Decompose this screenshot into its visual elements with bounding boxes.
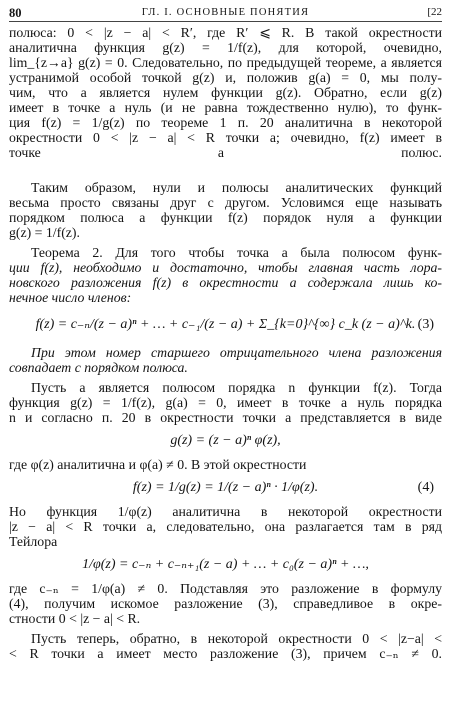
- theorem-line: новского разложения f(z) в окрестности a содержала лишь ко-: [9, 275, 442, 290]
- text-line: Тейлора: [9, 534, 58, 549]
- text-line: чим, что a является нулем функции g(z). Обратно, если g(z): [9, 85, 442, 100]
- text-line: устранимой особой точкой g(z) и, положив g(a) = 0, мы полу-: [9, 70, 442, 85]
- text-line: функция g(z) = 1/f(z), g(a) = 0, имеет в точке a нуль порядка: [9, 395, 442, 410]
- text-line: n и согласно п. 20 в окрестности точки a представляется в виде: [9, 410, 442, 425]
- text-line: весьма просто связаны друг с другом. Условимся еще называть: [9, 195, 442, 210]
- page-number: 80: [9, 6, 22, 20]
- text-line: ция f(z) = 1/g(z) по теореме 1 п. 20 аналитична в некоторой: [9, 115, 442, 130]
- text-line: < R точки a имеет место разложение (3), причем c₋ₙ ≠ 0.: [9, 646, 442, 661]
- theorem-line: ции f(z), необходимо и достаточно, чтобы главная часть лора-: [9, 260, 442, 275]
- formula-3-number: (3): [417, 317, 434, 332]
- formula-4-body: f(z) = 1/g(z) = 1/(z − a)ⁿ · 1/φ(z).: [132, 480, 319, 495]
- text-line: Но функция 1/φ(z) аналитична в некоторой окрестности: [9, 504, 442, 519]
- formula-4-number: (4): [417, 480, 434, 495]
- text-line: |z − a| < R точки a, следовательно, она разлагается там в ряд: [9, 519, 442, 534]
- text-line: lim_{z→a} g(z) = 0. Следовательно, по предыдущей теореме, a является: [9, 55, 442, 70]
- text-line: полюса: 0 < |z − a| < R′, где R′ ⩽ R. В такой окрестности: [9, 25, 442, 40]
- text-line: Пусть теперь, обратно, в некоторой окрестности 0 < |z−a| <: [31, 631, 442, 646]
- text-line: окрестности 0 < |z − a| < R точки a; очевидно, f(z) имеет в: [9, 130, 442, 145]
- text-line: совпадает с порядком полюса.: [9, 360, 188, 375]
- text-line: порядком полюса a функции f(z) порядок нуля a функции: [9, 210, 442, 225]
- text-line: (4), получим искомое разложение (3), справедливое в окре-: [9, 596, 442, 611]
- theorem-line: Теорема 2. Для того чтобы точка a была полюсом функ-: [31, 245, 442, 260]
- theorem-line: нечное число членов:: [9, 290, 132, 305]
- text-line: точке a полюс.: [9, 145, 442, 160]
- formula-g: g(z) = (z − a)ⁿ φ(z),: [170, 433, 281, 448]
- formula-3: [9, 314, 442, 336]
- text-line: При этом номер старшего отрицательного члена разложения: [31, 345, 442, 360]
- text-line: Таким образом, нули и полюсы аналитических функций: [31, 180, 442, 195]
- text-line: имеет в точке a нуль (и не равна тождественно нулю), то функ-: [9, 100, 442, 115]
- text-line: где c₋ₙ = 1/φ(a) ≠ 0. Подставляя это разложение в формулу: [9, 581, 442, 596]
- text-line: Пусть a является полюсом порядка n функции f(z). Тогда: [31, 380, 442, 395]
- formula-4: [9, 477, 442, 499]
- text-line: [9, 160, 442, 175]
- section-number: [22: [427, 6, 442, 18]
- text-line: где φ(z) аналитична и φ(a) ≠ 0. В этой окрестности: [9, 457, 307, 472]
- formula-3-body: f(z) = c₋ₙ/(z − a)ⁿ + … + c₋₁/(z − a) + Σ_{k=0}^{∞} c_k (z − a)^k.: [35, 317, 416, 332]
- chapter-title: ГЛ. I. ОСНОВНЫЕ ПОНЯТИЯ: [141, 7, 310, 18]
- running-header: [9, 4, 442, 22]
- text-line: аналитична функция g(z) = 1/f(z), для которой, очевидно,: [9, 40, 442, 55]
- formula-series: 1/φ(z) = c₋ₙ + c₋ₙ₊₁(z − a) + … + c₀(z − a)ⁿ + …,: [82, 557, 369, 572]
- text-line: стности 0 < |z − a| < R.: [9, 611, 141, 626]
- text-line: g(z) = 1/f(z).: [9, 225, 80, 240]
